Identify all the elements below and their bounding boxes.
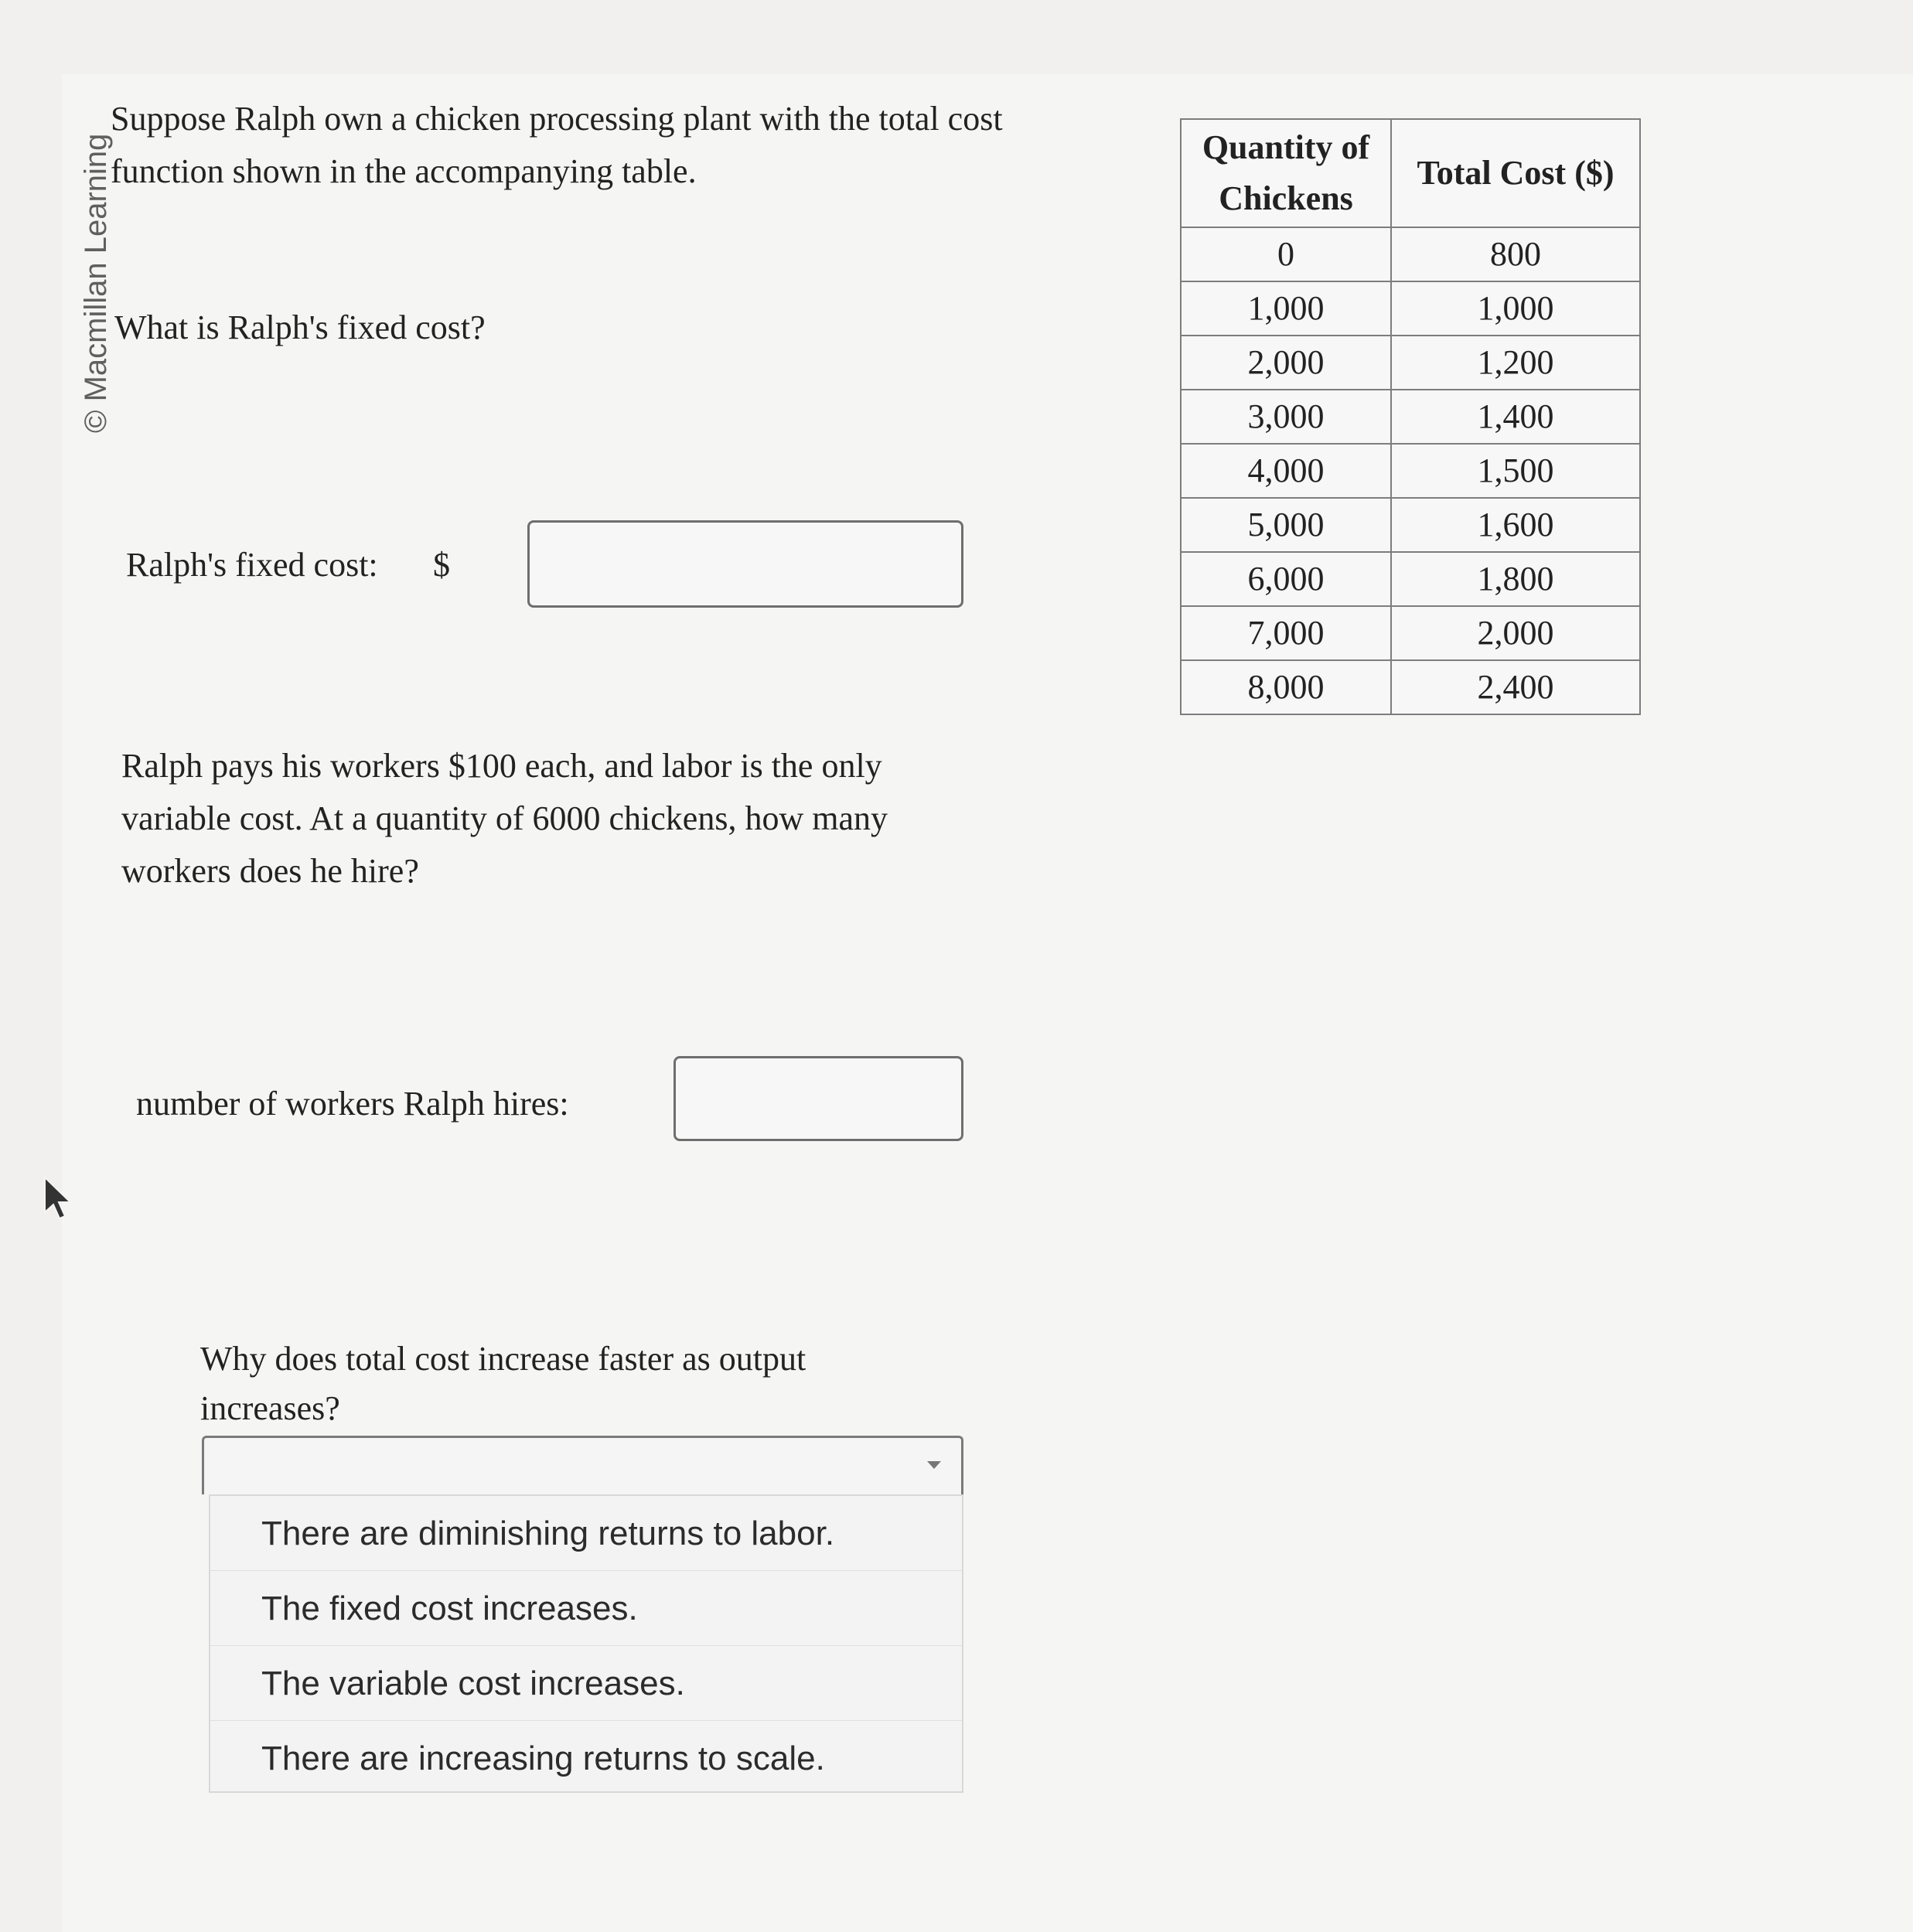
dollar-sign: $ <box>433 546 450 584</box>
total-cost-table <box>1180 118 1641 715</box>
total-cost-cell: 2,400 <box>1391 660 1640 714</box>
table-row <box>1181 390 1640 444</box>
intro-text: Suppose Ralph own a chicken processing plant with the total cost function shown in the accompanying table. <box>111 100 1003 190</box>
total-cost-cell: 1,600 <box>1391 498 1640 552</box>
question-why-cost-increases: Why does total cost increase faster as output increases? <box>200 1340 806 1427</box>
quantity-cell: 1,000 <box>1181 281 1391 336</box>
total-cost-cell: 1,000 <box>1391 281 1640 336</box>
fixed-cost-label: Ralph's fixed cost: <box>126 546 378 584</box>
quantity-cell: 5,000 <box>1181 498 1391 552</box>
header-quantity: Quantity of Chickens <box>1181 119 1391 227</box>
workers-input[interactable] <box>673 1056 963 1141</box>
table-header-row <box>1181 119 1640 227</box>
quantity-cell: 2,000 <box>1181 336 1391 390</box>
header-total-cost: Total Cost ($) <box>1391 119 1640 227</box>
total-cost-cell: 800 <box>1391 227 1640 281</box>
quantity-cell: 7,000 <box>1181 606 1391 660</box>
table-row <box>1181 498 1640 552</box>
table-row <box>1181 336 1640 390</box>
total-cost-cell: 1,500 <box>1391 444 1640 498</box>
quantity-cell: 3,000 <box>1181 390 1391 444</box>
chevron-down-icon[interactable] <box>927 1461 941 1469</box>
dropdown-option[interactable]: There are increasing returns to scale. <box>261 1739 825 1777</box>
dropdown-option[interactable]: There are diminishing returns to labor. <box>210 1496 962 1571</box>
workers-label: number of workers Ralph hires: <box>136 1085 569 1123</box>
table-row <box>1181 444 1640 498</box>
table-row <box>1181 660 1640 714</box>
table-row <box>1181 552 1640 606</box>
copyright-text: © Macmillan Learning <box>79 133 113 433</box>
dropdown-option[interactable]: The fixed cost increases. <box>210 1571 962 1646</box>
dropdown-option[interactable]: The variable cost increases. <box>210 1646 962 1721</box>
table-row <box>1181 227 1640 281</box>
answer-dropdown[interactable] <box>202 1436 963 1494</box>
question-fixed-cost: What is Ralph's fixed cost? <box>114 308 486 346</box>
total-cost-cell: 1,200 <box>1391 336 1640 390</box>
quantity-cell: 0 <box>1181 227 1391 281</box>
question-workers: Ralph pays his workers $100 each, and labor is the only variable cost. At a quantity of 6000 chickens, how many workers does he hire? <box>121 747 888 890</box>
fixed-cost-input[interactable] <box>527 520 963 608</box>
mouse-pointer-icon <box>43 1175 73 1222</box>
dropdown-options-list <box>209 1494 963 1793</box>
quantity-cell: 6,000 <box>1181 552 1391 606</box>
quantity-cell: 4,000 <box>1181 444 1391 498</box>
table-row <box>1181 281 1640 336</box>
total-cost-cell: 1,800 <box>1391 552 1640 606</box>
total-cost-cell: 1,400 <box>1391 390 1640 444</box>
quantity-cell: 8,000 <box>1181 660 1391 714</box>
table-row <box>1181 606 1640 660</box>
total-cost-cell: 2,000 <box>1391 606 1640 660</box>
